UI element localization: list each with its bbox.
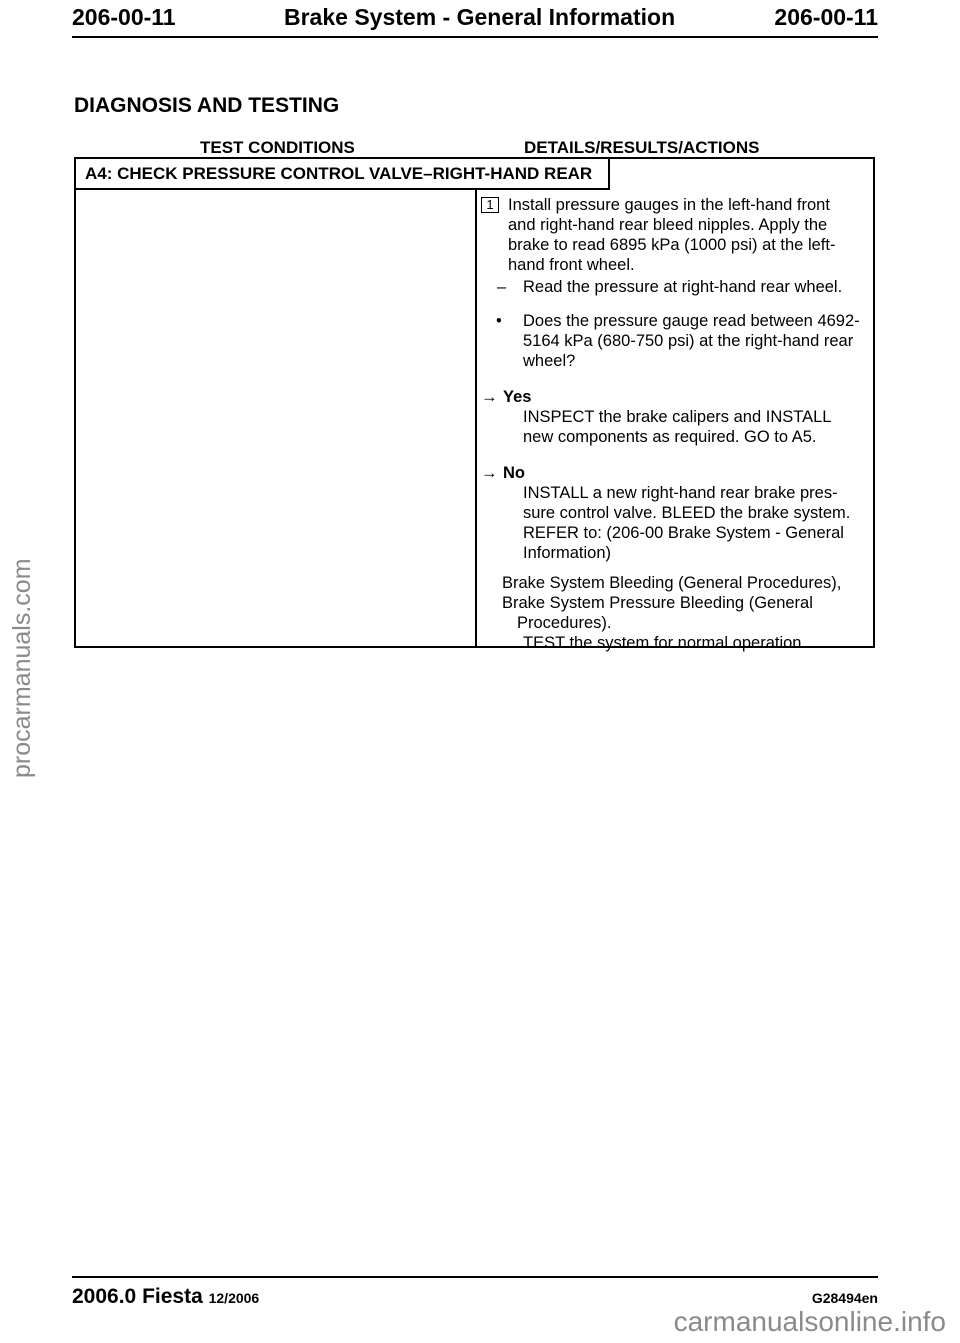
answer-yes-line: INSPECT the brake calipers and INSTALL: [523, 408, 832, 426]
answer-yes: [481, 387, 873, 447]
header-page-number-left: 206-00-11: [72, 4, 176, 30]
details-cell: [481, 195, 873, 653]
footer-date: 12/2006: [208, 1290, 260, 1306]
question-line: Does the pressure gauge read between 4692-: [523, 312, 860, 330]
column-divider: [475, 190, 477, 646]
step-number-box: 1: [481, 197, 499, 213]
substep-text: Read the pressure at right-hand rear wheel.: [523, 278, 843, 296]
page-header: [72, 4, 878, 32]
question-line: 5164 kPa (680-750 psi) at the right-hand rear: [523, 332, 854, 350]
arrow-right-icon: →: [481, 388, 498, 406]
step-line: Install pressure gauges in the left-hand front: [508, 196, 830, 214]
footer-rule: [72, 1276, 878, 1278]
final-action: TEST the system for normal operation.: [523, 634, 807, 652]
dash-marker: –: [497, 278, 507, 296]
question: [481, 311, 873, 371]
bullet-marker: •: [496, 312, 502, 330]
test-step-title: A4: CHECK PRESSURE CONTROL VALVE–RIGHT-HAND REAR: [76, 159, 610, 190]
footer-code: G28494en: [811, 1290, 878, 1306]
bottom-watermark: carmanualsonline.info: [673, 1306, 946, 1337]
section-title: DIAGNOSIS AND TESTING: [74, 94, 340, 117]
header-page-number-right: 206-00-11: [774, 4, 878, 30]
answer-no: [481, 463, 873, 563]
question-line: wheel?: [523, 352, 576, 370]
answer-no-line: sure control valve. BLEED the brake system.: [523, 504, 851, 522]
footer-model: [72, 1285, 259, 1309]
procedure-reference: Brake System Pressure Bleeding (General: [502, 594, 813, 612]
answer-no-label: No: [503, 464, 525, 482]
substep: [481, 277, 873, 297]
header-rule: [72, 36, 878, 38]
arrow-right-icon: →: [481, 464, 498, 482]
answer-no-line: REFER to: (206-00 Brake System - General: [523, 524, 844, 542]
answer-no-line: INSTALL a new right-hand rear brake pres-: [523, 484, 838, 502]
procedure-reference: Procedures).: [517, 614, 612, 632]
answer-yes-line: new components as required. GO to A5.: [523, 428, 817, 446]
column-header-details: DETAILS/RESULTS/ACTIONS: [524, 138, 760, 157]
step-line: brake to read 6895 kPa (1000 psi) at the left-: [508, 236, 836, 254]
answer-no-line: Information): [523, 544, 612, 562]
column-header-test-conditions: TEST CONDITIONS: [200, 138, 355, 157]
answer-yes-label: Yes: [503, 388, 532, 406]
step-line: and right-hand rear bleed nipples. Apply the: [508, 216, 828, 234]
step-line: hand front wheel.: [508, 256, 635, 274]
header-title: Brake System - General Information: [284, 4, 676, 30]
procedure-reference: Brake System Bleeding (General Procedures),: [502, 574, 842, 592]
step-instruction: [481, 195, 873, 275]
side-watermark: procarmanuals.com: [8, 558, 36, 778]
footer-model-name: 2006.0 Fiesta: [72, 1285, 203, 1308]
